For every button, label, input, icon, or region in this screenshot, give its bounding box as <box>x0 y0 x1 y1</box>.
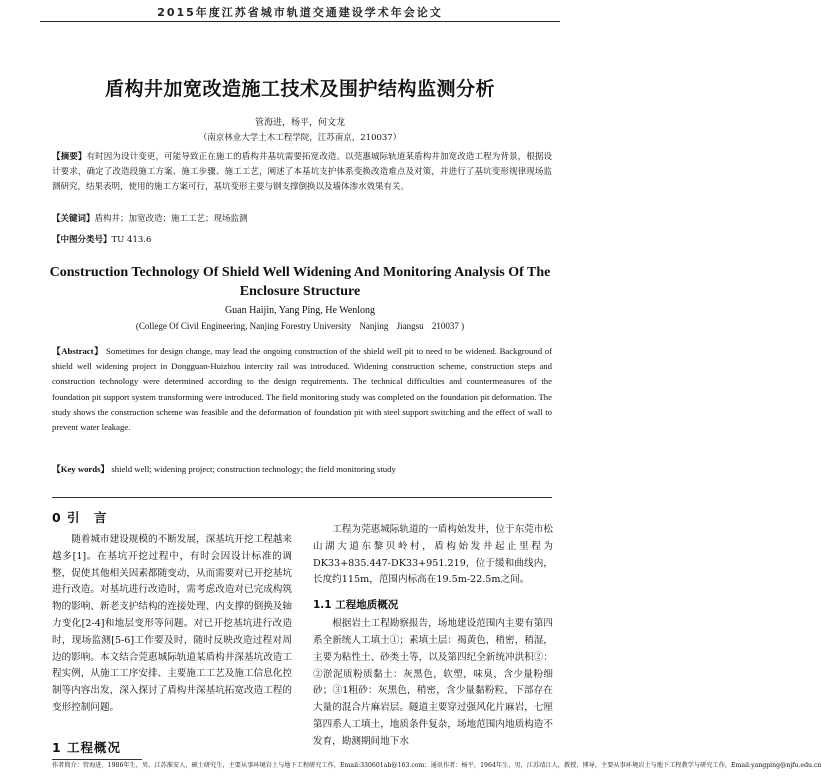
project-intro-paragraph: 工程为莞惠城际轨道的一盾构始发井，位于东莞市松山湖大道东黎贝岭村，盾构始发井起止里程为DK33+835.447-DK33+951.219，位于缓和曲线内，长度约115m，范围内标高在19.5m-22.5m之间。 <box>313 524 553 586</box>
footnote-rule <box>52 759 142 760</box>
section-divider <box>52 497 552 498</box>
classification-number <box>52 233 552 245</box>
running-header: 2015年度江苏省城市轨道交通建设学术年会论文 <box>157 6 443 19</box>
abstract-chinese-label: 【摘要】 <box>52 152 87 162</box>
introduction-paragraph: 随着城市建设规模的不断发展，深基坑开挖工程越来越多[1]。在基坑开挖过程中，有时会因设计标准的调整，促使其他相关因素都随变动，从而需要对已开挖基坑进行改造。对基坑进行改造时，需考虑改造对已完成构筑物的影响、新老支护结构的连接处理、内支撑的倒换及轴力变化[2-4]和地层变形等问题。对已开挖基坑进行改造时，现场监测[5-6]工作要及时，随时反映改造过程对周边的影响。本文结合莞惠城际轨道某盾构井深基坑改造工程实例，从施工工序安排、主要施工工艺及施工信息化控制等内容出发，深入探讨了盾构井深基坑拓宽改造工程的变形控制问题。 <box>52 534 292 713</box>
authors-english: Guan Haijin, Yang Ping, He Wenlong <box>224 305 376 316</box>
section-1-1-heading: 1.1 工程地质概况 <box>313 599 399 612</box>
abstract-chinese <box>52 150 552 195</box>
title-chinese: 盾构井加宽改造施工技术及围护结构监测分析 <box>104 78 495 100</box>
keywords-english-text: shield well; widening project; construction technology; the field monitoring study <box>111 464 396 474</box>
affiliation-college: (College Of Civil Engineering, Nanjing Forestry University <box>135 321 352 331</box>
geology-paragraph: 根据岩土工程勘察报告，场地建设范围内主要有第四系全新统人工填土①；素填土层：褐黄色，稍密，稍湿，主要为粘性土、砂类土等，以及第四纪全新统冲洪积②：②淤泥质粉质黏土：灰黑色，软塑，味臭，含少量粉细砂；③1粗砂：灰黑色，稍密，含少量黏粉粒，下部存在大量的混合片麻岩层。隧道主要穿过强风化片麻岩，七厘第四系人工填土，地质条件复杂，场地范围内地质构造不发育，勘测期间地下水 <box>313 618 553 747</box>
classification-text: TU 413.6 <box>111 235 152 245</box>
header-rule <box>40 21 560 22</box>
classification-label: 【中图分类号】 <box>52 235 112 245</box>
authors-chinese: 管海进，杨平，何文龙 <box>254 118 345 128</box>
keywords-english-label: 【Key words】 <box>52 464 110 474</box>
keywords-chinese <box>52 212 552 224</box>
affiliation-province: Jiangsu <box>396 321 424 331</box>
abstract-english-text: Sometimes for design change, may lead the ongoing construction of the shield well pit to need to be widened. Background of shield well widening project in Dongguan-Huizhou intercity rail was introduced. Widening construction scheme, construction steps and construction technology were determined according to the design requirements. The technical difficulties and countermeasures of the foundation pit support system transforming were introduced. The field monitoring study was completed on the foundation pit deformation. The study shows the construction scheme was feasible and the deformation of foundation pit with steel support switching and the effect of wall to prevent water leakage. <box>52 346 552 433</box>
section-1-heading: 1 工程概况 <box>52 740 122 755</box>
abstract-english <box>52 344 552 435</box>
affiliation-english <box>40 321 560 331</box>
affiliation-zip: 210037 ) <box>431 321 465 331</box>
section-0-heading: 0 引 言 <box>52 510 108 525</box>
keywords-chinese-label: 【关键词】 <box>52 214 95 224</box>
left-column <box>52 508 292 717</box>
title-english: Construction Technology Of Shield Well Widening And Monitoring Analysis Of The Enclosure Structure <box>49 265 551 299</box>
keywords-english <box>52 463 552 475</box>
right-column <box>313 522 553 751</box>
affiliation-city: Nanjing <box>359 321 389 331</box>
abstract-chinese-text: 有时因为设计变更，可能导致正在施工的盾构井基坑需要拓宽改造。以莞惠城际轨道某盾构井加宽改造工程为背景，根据设计要求，确定了改造段施工方案、施工步骤、施工工艺，阐述了本基坑支护体系变换改造难点及对策，并进行了基坑变形规律现场监测研究，结果表明，使用的施工方案可行，基坑变形主要与钢支撑倒换以及墙体渗水效果有关。 <box>52 152 552 192</box>
affiliation-chinese: （南京林业大学土木工程学院，江苏南京，210037） <box>198 133 402 143</box>
author-footnote: 作者简介：管海进，1986年生，男，江苏淮安人，硕士研究生，主要从事环境岩土与地下工程研究工作，Email:330601ab@163.com；通讯作者：杨平，1964年生，男，江苏靖江人，教授，博导，主要从事环境岩土与地下工程教学与研究工作，Email:yangping@njfu.edu.cn <box>52 762 821 769</box>
abstract-english-label: 【Abstract】 <box>52 346 104 356</box>
keywords-chinese-text: 盾构井；加宽改造；施工工艺；现场监测 <box>94 214 248 224</box>
